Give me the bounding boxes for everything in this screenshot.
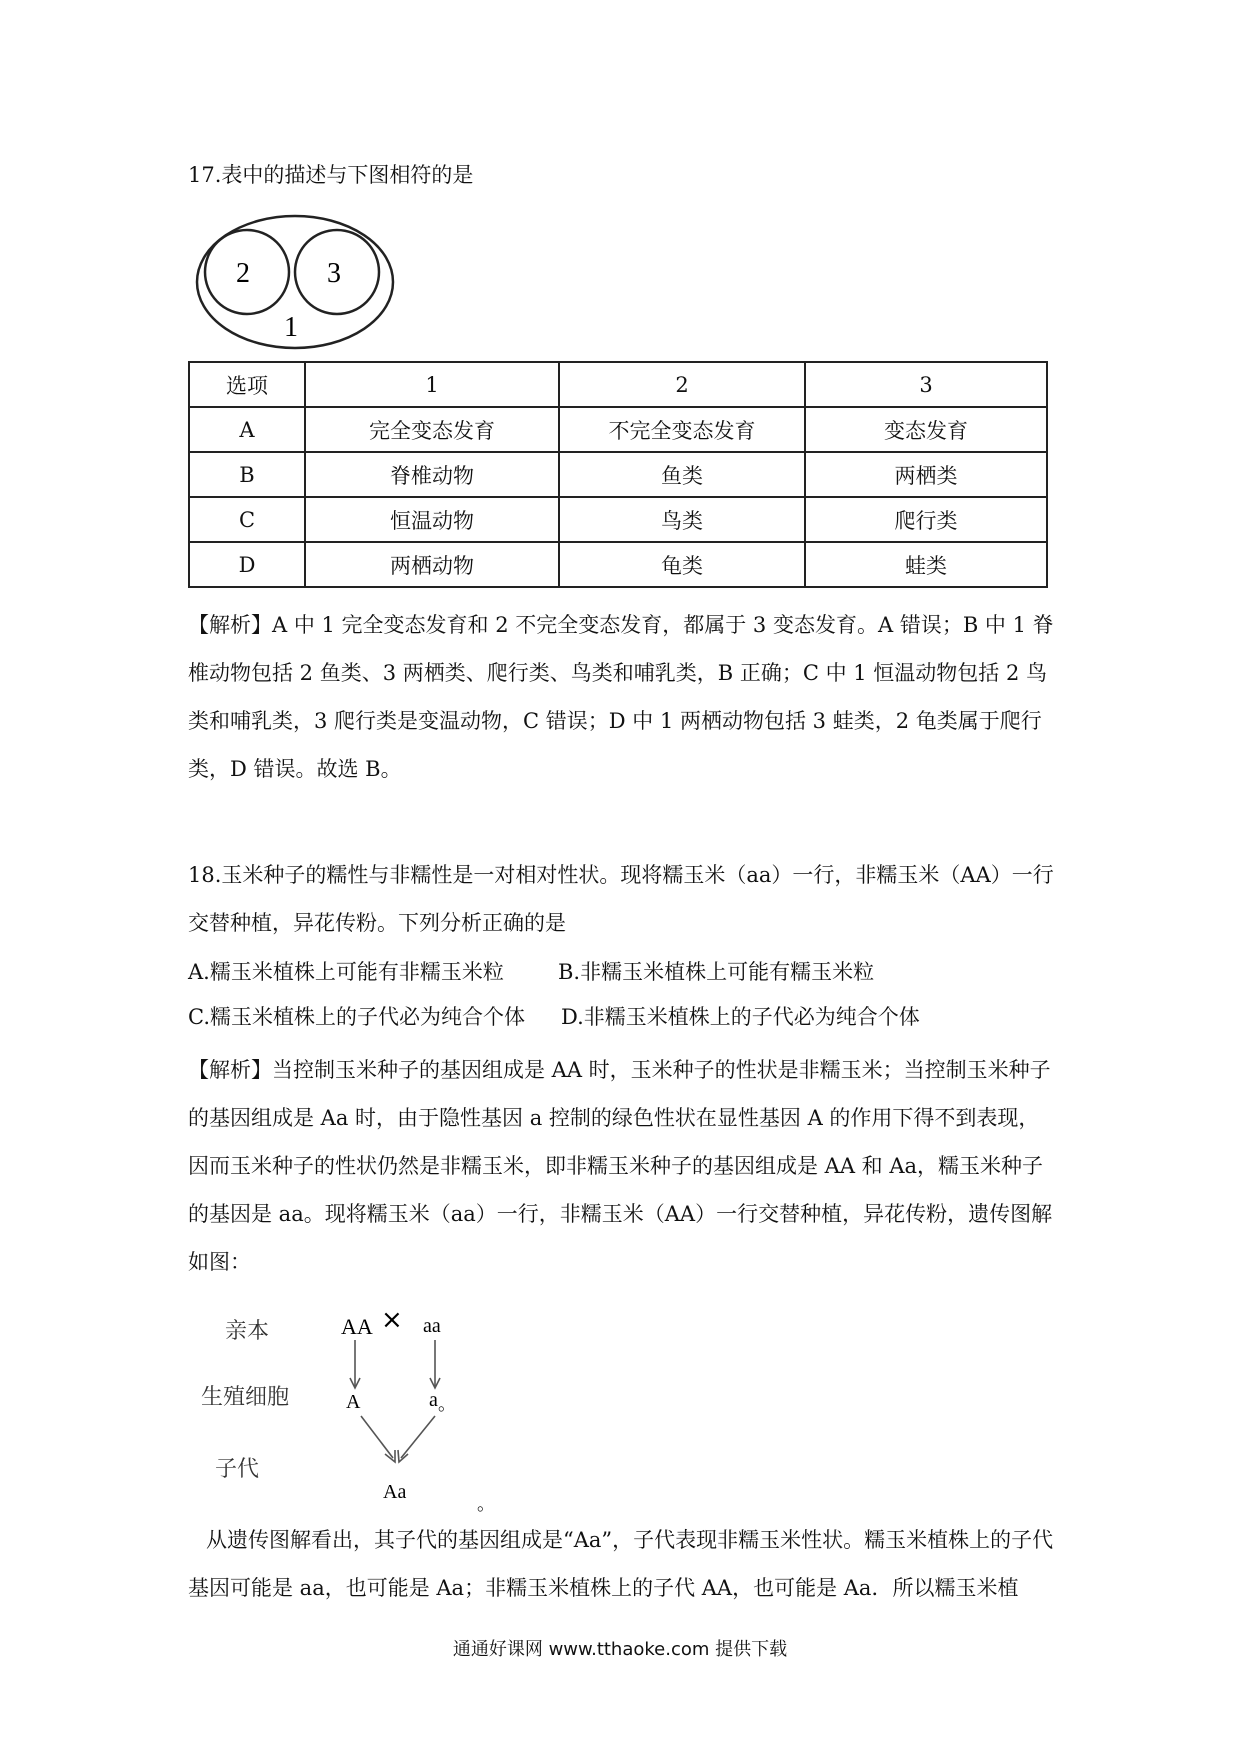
question-17-analysis: 【解析】A 中 1 完全变态发育和 2 不完全变态发育，都属于 3 变态发育。A 错误；B 中 1 脊椎动物包括 2 鱼类、3 两栖类、爬行类、鸟类和哺乳类，B 正确；C 中 1 恒温动物包括 2 鸟类和哺乳类，3 爬行类是变温动物，C 错误；D 中 1 两栖动物包括 3 蛙类，2 龟类属于爬行类，D 错误。故选 B。: [188, 613, 1054, 781]
venn-label-right: 3: [327, 258, 341, 289]
question-18-continuation: [188, 1516, 1058, 1612]
row-label-gametes: 生殖细胞: [201, 1385, 290, 1410]
continuation-text: 从遗传图解看出，其子代的基因组成是“Aa”，子代表现非糯玉米性状。糯玉米植株上的子代基因可能是 aa，也可能是 Aa；非糯玉米植株上的子代 AA，也可能是 Aa．所以糯玉米植: [188, 1528, 1054, 1600]
gamete-right: a: [429, 1389, 438, 1411]
options-row-cd: [188, 1002, 920, 1032]
table-header-cell: 2: [559, 362, 805, 407]
table-cell: 龟类: [559, 542, 805, 587]
options-table: [188, 361, 1048, 588]
table-cell: B: [189, 452, 305, 497]
option-c: C.糯玉米植株上的子代必为纯合个体: [188, 1005, 525, 1029]
table-cell: A: [189, 407, 305, 452]
option-a: A.糯玉米植株上可能有非糯玉米粒: [188, 960, 504, 984]
table-cell: D: [189, 542, 305, 587]
parent-right-genotype: aa: [423, 1315, 441, 1337]
table-header-cell: 选项: [189, 362, 305, 407]
table-cell: 不完全变态发育: [559, 407, 805, 452]
table-cell: 爬行类: [805, 497, 1047, 542]
cross-symbol: ×: [381, 1305, 403, 1335]
table-header-cell: 1: [305, 362, 559, 407]
table-cell: 两栖类: [805, 452, 1047, 497]
genetic-cross-diagram: [195, 1298, 535, 1518]
table-row: [189, 497, 1047, 542]
venn-label-left: 2: [236, 258, 250, 289]
question-18-stem: 18.玉米种子的糯性与非糯性是一对相对性状。现将糯玉米（aa）一行，非糯玉米（AA）一行交替种植，异花传粉。下列分析正确的是: [188, 863, 1054, 935]
table-row: [189, 542, 1047, 587]
table-cell: 完全变态发育: [305, 407, 559, 452]
arrow-parent-right-down: [430, 1340, 440, 1388]
table-row: [189, 452, 1047, 497]
table-header-row: [189, 362, 1047, 407]
venn-label-outer: 1: [284, 312, 298, 343]
row-label-offspring: 子代: [215, 1457, 260, 1482]
parent-left-genotype: AA: [341, 1314, 373, 1339]
offspring-genotype: Aa: [383, 1481, 407, 1503]
page-footer: 通通好课网 www.tthaoke.com 提供下载: [452, 1639, 788, 1660]
table-cell: 恒温动物: [305, 497, 559, 542]
table-cell: 脊椎动物: [305, 452, 559, 497]
table-row: [189, 407, 1047, 452]
table-cell: C: [189, 497, 305, 542]
gamete-left: A: [346, 1391, 361, 1413]
option-b: B.非糯玉米植株上可能有糯玉米粒: [558, 960, 875, 984]
diagram-end-mark: 。: [477, 1494, 495, 1515]
table-header-cell: 3: [805, 362, 1047, 407]
arrow-parent-left-down: [350, 1340, 360, 1388]
venn-diagram: [190, 210, 400, 360]
question-18-analysis: 【解析】当控制玉米种子的基因组成是 AA 时，玉米种子的性状是非糯玉米；当控制玉米种子的基因组成是 Aa 时，由于隐性基因 a 控制的绿色性状在显性基因 A 的作用下得不到表现，因而玉米种子的性状仍然是非糯玉米，即非糯玉米种子的基因组成是 AA 和 Aa，糯玉米种子的基因是 aa。现将糯玉米（aa）一行，非糯玉米（AA）一行交替种植，异花传粉，遗传图解如图：: [188, 1058, 1053, 1274]
table-cell: 鸟类: [559, 497, 805, 542]
table-cell: 鱼类: [559, 452, 805, 497]
gamete-mark: 。: [438, 1394, 456, 1415]
arrow-gametes-to-offspring: [361, 1416, 435, 1462]
table-cell: 蛙类: [805, 542, 1047, 587]
table-cell: 两栖动物: [305, 542, 559, 587]
option-d: D.非糯玉米植株上的子代必为纯合个体: [561, 1005, 920, 1029]
question-17-title: 17.表中的描述与下图相符的是: [188, 163, 474, 187]
table-cell: 变态发育: [805, 407, 1047, 452]
row-label-parents: 亲本: [225, 1319, 270, 1344]
options-row-ab: [188, 957, 875, 987]
